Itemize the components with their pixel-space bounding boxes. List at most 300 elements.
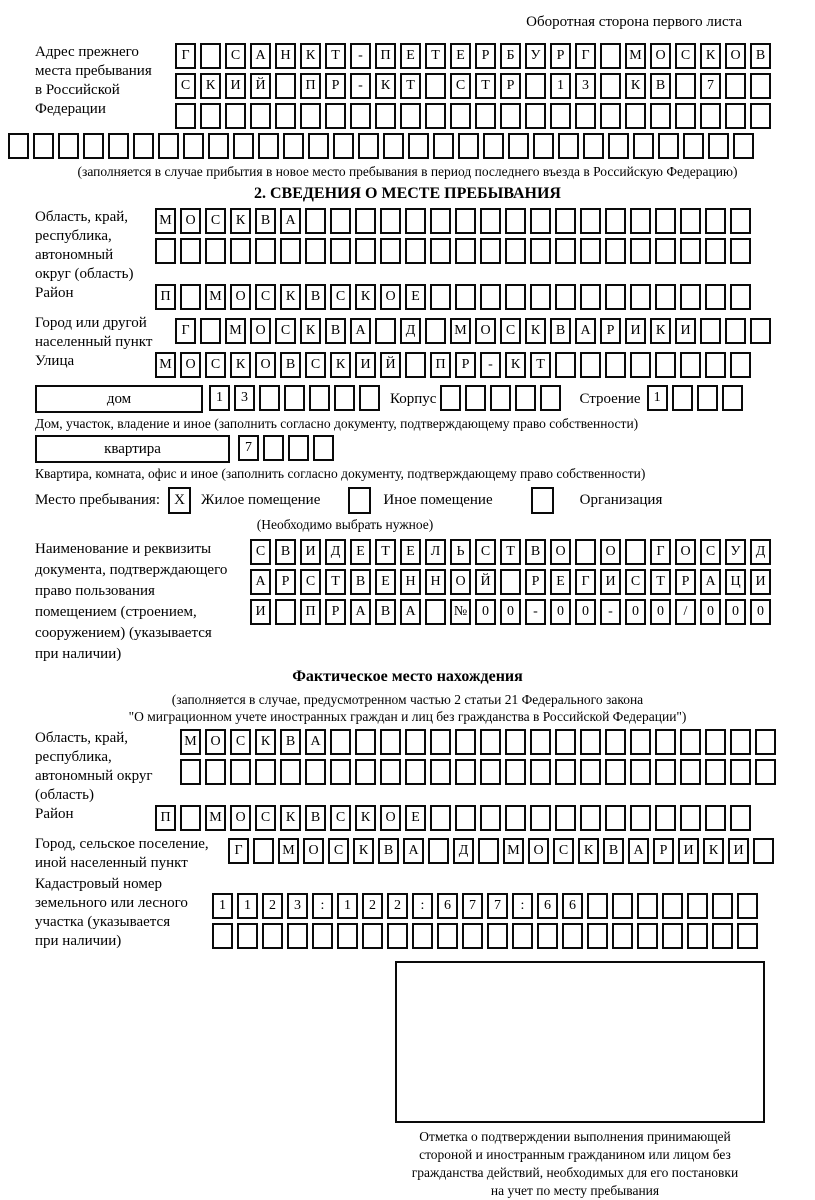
- char-cell[interactable]: Г: [175, 318, 196, 344]
- char-cell[interactable]: 0: [725, 599, 746, 625]
- char-cell[interactable]: [687, 923, 708, 949]
- char-cell[interactable]: -: [480, 352, 501, 378]
- char-cell[interactable]: [737, 893, 758, 919]
- char-cell[interactable]: К: [650, 318, 671, 344]
- char-cell[interactable]: [253, 838, 274, 864]
- char-cell[interactable]: В: [375, 599, 396, 625]
- char-cell[interactable]: А: [305, 729, 326, 755]
- char-cell[interactable]: Р: [455, 352, 476, 378]
- char-cell[interactable]: [158, 133, 179, 159]
- char-cell[interactable]: [433, 133, 454, 159]
- char-cell[interactable]: К: [280, 284, 301, 310]
- char-cell[interactable]: 1: [212, 893, 233, 919]
- char-cell[interactable]: [58, 133, 79, 159]
- char-cell[interactable]: [330, 729, 351, 755]
- char-cell[interactable]: [630, 284, 651, 310]
- char-cell[interactable]: И: [355, 352, 376, 378]
- char-cell[interactable]: [625, 103, 646, 129]
- char-cell[interactable]: М: [450, 318, 471, 344]
- char-cell[interactable]: С: [330, 284, 351, 310]
- char-cell[interactable]: П: [300, 73, 321, 99]
- char-cell[interactable]: [537, 923, 558, 949]
- char-cell[interactable]: [288, 435, 309, 461]
- char-cell[interactable]: [205, 238, 226, 264]
- char-cell[interactable]: Т: [325, 569, 346, 595]
- char-cell[interactable]: [505, 729, 526, 755]
- char-cell[interactable]: [8, 133, 29, 159]
- char-cell[interactable]: [480, 759, 501, 785]
- char-cell[interactable]: [480, 284, 501, 310]
- char-cell[interactable]: А: [350, 599, 371, 625]
- char-cell[interactable]: [655, 238, 676, 264]
- char-cell[interactable]: О: [675, 539, 696, 565]
- char-cell[interactable]: К: [353, 838, 374, 864]
- char-cell[interactable]: [355, 208, 376, 234]
- char-cell[interactable]: [83, 133, 104, 159]
- char-cell[interactable]: [637, 893, 658, 919]
- char-cell[interactable]: [263, 435, 284, 461]
- char-cell[interactable]: Т: [400, 73, 421, 99]
- char-cell[interactable]: [750, 103, 771, 129]
- char-cell[interactable]: [562, 923, 583, 949]
- char-cell[interactable]: В: [525, 539, 546, 565]
- char-cell[interactable]: О: [650, 43, 671, 69]
- char-cell[interactable]: К: [230, 352, 251, 378]
- char-cell[interactable]: [733, 133, 754, 159]
- char-cell[interactable]: [478, 838, 499, 864]
- char-cell[interactable]: М: [225, 318, 246, 344]
- char-cell[interactable]: И: [675, 318, 696, 344]
- char-cell[interactable]: [680, 238, 701, 264]
- char-cell[interactable]: [230, 238, 251, 264]
- char-cell[interactable]: [580, 352, 601, 378]
- char-cell[interactable]: 7: [487, 893, 508, 919]
- char-cell[interactable]: 7: [700, 73, 721, 99]
- char-cell[interactable]: В: [280, 729, 301, 755]
- char-cell[interactable]: Е: [375, 569, 396, 595]
- char-cell[interactable]: М: [155, 352, 176, 378]
- char-cell[interactable]: [487, 923, 508, 949]
- char-cell[interactable]: [705, 805, 726, 831]
- char-cell[interactable]: :: [512, 893, 533, 919]
- char-cell[interactable]: [555, 284, 576, 310]
- char-cell[interactable]: [425, 73, 446, 99]
- char-cell[interactable]: [755, 759, 776, 785]
- char-cell[interactable]: Е: [350, 539, 371, 565]
- char-cell[interactable]: [380, 238, 401, 264]
- char-cell[interactable]: Г: [575, 569, 596, 595]
- char-cell[interactable]: [580, 729, 601, 755]
- char-cell[interactable]: [533, 133, 554, 159]
- char-cell[interactable]: [683, 133, 704, 159]
- char-cell[interactable]: С: [255, 805, 276, 831]
- char-cell[interactable]: 0: [750, 599, 771, 625]
- char-cell[interactable]: [655, 284, 676, 310]
- char-cell[interactable]: В: [305, 805, 326, 831]
- char-cell[interactable]: К: [300, 43, 321, 69]
- char-cell[interactable]: О: [475, 318, 496, 344]
- char-cell[interactable]: К: [300, 318, 321, 344]
- char-cell[interactable]: М: [205, 805, 226, 831]
- char-cell[interactable]: Н: [400, 569, 421, 595]
- char-cell[interactable]: [605, 805, 626, 831]
- char-cell[interactable]: [405, 729, 426, 755]
- char-cell[interactable]: М: [180, 729, 201, 755]
- char-cell[interactable]: [680, 759, 701, 785]
- char-cell[interactable]: [405, 352, 426, 378]
- char-cell[interactable]: [408, 133, 429, 159]
- char-cell[interactable]: [440, 385, 461, 411]
- char-cell[interactable]: [712, 923, 733, 949]
- house-box[interactable]: дом: [35, 385, 203, 413]
- char-cell[interactable]: [358, 133, 379, 159]
- char-cell[interactable]: С: [250, 539, 271, 565]
- char-cell[interactable]: Р: [600, 318, 621, 344]
- char-cell[interactable]: В: [325, 318, 346, 344]
- char-cell[interactable]: [600, 43, 621, 69]
- char-cell[interactable]: [725, 103, 746, 129]
- char-cell[interactable]: Е: [405, 805, 426, 831]
- char-cell[interactable]: [480, 729, 501, 755]
- char-cell[interactable]: [380, 759, 401, 785]
- char-cell[interactable]: [405, 208, 426, 234]
- char-cell[interactable]: О: [380, 805, 401, 831]
- char-cell[interactable]: [330, 759, 351, 785]
- char-cell[interactable]: [505, 759, 526, 785]
- char-cell[interactable]: [655, 759, 676, 785]
- char-cell[interactable]: [305, 208, 326, 234]
- char-cell[interactable]: [334, 385, 355, 411]
- char-cell[interactable]: 0: [650, 599, 671, 625]
- char-cell[interactable]: 2: [387, 893, 408, 919]
- char-cell[interactable]: К: [505, 352, 526, 378]
- char-cell[interactable]: Г: [575, 43, 596, 69]
- char-cell[interactable]: [430, 729, 451, 755]
- char-cell[interactable]: А: [575, 318, 596, 344]
- char-cell[interactable]: [605, 208, 626, 234]
- char-cell[interactable]: М: [278, 838, 299, 864]
- char-cell[interactable]: [730, 284, 751, 310]
- char-cell[interactable]: О: [725, 43, 746, 69]
- char-cell[interactable]: [722, 385, 743, 411]
- char-cell[interactable]: [405, 759, 426, 785]
- char-cell[interactable]: [587, 923, 608, 949]
- char-cell[interactable]: С: [553, 838, 574, 864]
- char-cell[interactable]: [305, 238, 326, 264]
- char-cell[interactable]: А: [250, 43, 271, 69]
- char-cell[interactable]: И: [728, 838, 749, 864]
- char-cell[interactable]: [587, 893, 608, 919]
- char-cell[interactable]: [700, 103, 721, 129]
- char-cell[interactable]: [212, 923, 233, 949]
- char-cell[interactable]: [380, 208, 401, 234]
- char-cell[interactable]: [380, 729, 401, 755]
- char-cell[interactable]: А: [400, 599, 421, 625]
- char-cell[interactable]: М: [155, 208, 176, 234]
- char-cell[interactable]: [287, 923, 308, 949]
- char-cell[interactable]: [275, 599, 296, 625]
- char-cell[interactable]: [155, 238, 176, 264]
- char-cell[interactable]: П: [155, 805, 176, 831]
- char-cell[interactable]: [262, 923, 283, 949]
- char-cell[interactable]: А: [280, 208, 301, 234]
- char-cell[interactable]: Б: [500, 43, 521, 69]
- char-cell[interactable]: [430, 759, 451, 785]
- char-cell[interactable]: В: [550, 318, 571, 344]
- char-cell[interactable]: В: [650, 73, 671, 99]
- char-cell[interactable]: [230, 759, 251, 785]
- char-cell[interactable]: [605, 284, 626, 310]
- char-cell[interactable]: [508, 133, 529, 159]
- char-cell[interactable]: 0: [500, 599, 521, 625]
- char-cell[interactable]: [500, 569, 521, 595]
- char-cell[interactable]: [255, 759, 276, 785]
- char-cell[interactable]: [612, 923, 633, 949]
- char-cell[interactable]: [458, 133, 479, 159]
- char-cell[interactable]: О: [180, 208, 201, 234]
- char-cell[interactable]: О: [230, 805, 251, 831]
- char-cell[interactable]: :: [312, 893, 333, 919]
- char-cell[interactable]: [658, 133, 679, 159]
- char-cell[interactable]: [133, 133, 154, 159]
- char-cell[interactable]: 3: [575, 73, 596, 99]
- char-cell[interactable]: [500, 103, 521, 129]
- char-cell[interactable]: [730, 759, 751, 785]
- char-cell[interactable]: А: [700, 569, 721, 595]
- char-cell[interactable]: [605, 238, 626, 264]
- char-cell[interactable]: В: [350, 569, 371, 595]
- char-cell[interactable]: С: [255, 284, 276, 310]
- char-cell[interactable]: С: [500, 318, 521, 344]
- char-cell[interactable]: [755, 729, 776, 755]
- char-cell[interactable]: 3: [287, 893, 308, 919]
- char-cell[interactable]: [530, 238, 551, 264]
- apartment-box[interactable]: квартира: [35, 435, 230, 463]
- char-cell[interactable]: К: [375, 73, 396, 99]
- char-cell[interactable]: [530, 805, 551, 831]
- char-cell[interactable]: [580, 238, 601, 264]
- char-cell[interactable]: К: [280, 805, 301, 831]
- char-cell[interactable]: [530, 729, 551, 755]
- char-cell[interactable]: [225, 103, 246, 129]
- char-cell[interactable]: [330, 208, 351, 234]
- char-cell[interactable]: [608, 133, 629, 159]
- char-cell[interactable]: М: [625, 43, 646, 69]
- char-cell[interactable]: [455, 284, 476, 310]
- char-cell[interactable]: [625, 539, 646, 565]
- char-cell[interactable]: 0: [550, 599, 571, 625]
- char-cell[interactable]: Е: [550, 569, 571, 595]
- char-cell[interactable]: [605, 352, 626, 378]
- char-cell[interactable]: [662, 893, 683, 919]
- char-cell[interactable]: В: [750, 43, 771, 69]
- char-cell[interactable]: К: [255, 729, 276, 755]
- char-cell[interactable]: [308, 133, 329, 159]
- char-cell[interactable]: К: [230, 208, 251, 234]
- char-cell[interactable]: [633, 133, 654, 159]
- char-cell[interactable]: И: [600, 569, 621, 595]
- stay-type-checkbox-other-premises[interactable]: [348, 487, 371, 514]
- char-cell[interactable]: [630, 759, 651, 785]
- char-cell[interactable]: [475, 103, 496, 129]
- char-cell[interactable]: Е: [450, 43, 471, 69]
- char-cell[interactable]: В: [255, 208, 276, 234]
- char-cell[interactable]: [437, 923, 458, 949]
- char-cell[interactable]: В: [603, 838, 624, 864]
- char-cell[interactable]: [362, 923, 383, 949]
- char-cell[interactable]: К: [355, 284, 376, 310]
- char-cell[interactable]: [490, 385, 511, 411]
- char-cell[interactable]: [455, 238, 476, 264]
- char-cell[interactable]: [200, 43, 221, 69]
- char-cell[interactable]: А: [628, 838, 649, 864]
- char-cell[interactable]: [555, 208, 576, 234]
- char-cell[interactable]: [530, 208, 551, 234]
- char-cell[interactable]: С: [675, 43, 696, 69]
- char-cell[interactable]: И: [300, 539, 321, 565]
- char-cell[interactable]: К: [200, 73, 221, 99]
- char-cell[interactable]: 0: [625, 599, 646, 625]
- char-cell[interactable]: [480, 238, 501, 264]
- char-cell[interactable]: [655, 352, 676, 378]
- char-cell[interactable]: Д: [750, 539, 771, 565]
- char-cell[interactable]: О: [180, 352, 201, 378]
- char-cell[interactable]: -: [350, 43, 371, 69]
- char-cell[interactable]: О: [550, 539, 571, 565]
- char-cell[interactable]: [555, 805, 576, 831]
- char-cell[interactable]: В: [305, 284, 326, 310]
- char-cell[interactable]: [305, 759, 326, 785]
- char-cell[interactable]: [515, 385, 536, 411]
- char-cell[interactable]: [33, 133, 54, 159]
- char-cell[interactable]: [355, 729, 376, 755]
- char-cell[interactable]: В: [275, 539, 296, 565]
- char-cell[interactable]: [480, 805, 501, 831]
- char-cell[interactable]: К: [330, 352, 351, 378]
- char-cell[interactable]: 1: [550, 73, 571, 99]
- char-cell[interactable]: [175, 103, 196, 129]
- char-cell[interactable]: [480, 208, 501, 234]
- char-cell[interactable]: [687, 893, 708, 919]
- char-cell[interactable]: 1: [209, 385, 230, 411]
- char-cell[interactable]: [425, 318, 446, 344]
- char-cell[interactable]: К: [700, 43, 721, 69]
- char-cell[interactable]: [655, 805, 676, 831]
- char-cell[interactable]: Д: [400, 318, 421, 344]
- char-cell[interactable]: [680, 805, 701, 831]
- char-cell[interactable]: [737, 923, 758, 949]
- char-cell[interactable]: -: [525, 599, 546, 625]
- char-cell[interactable]: О: [450, 569, 471, 595]
- char-cell[interactable]: [697, 385, 718, 411]
- char-cell[interactable]: [675, 103, 696, 129]
- char-cell[interactable]: [180, 284, 201, 310]
- char-cell[interactable]: С: [475, 539, 496, 565]
- char-cell[interactable]: /: [675, 599, 696, 625]
- char-cell[interactable]: Р: [525, 569, 546, 595]
- char-cell[interactable]: С: [175, 73, 196, 99]
- char-cell[interactable]: Й: [250, 73, 271, 99]
- char-cell[interactable]: [455, 729, 476, 755]
- char-cell[interactable]: [530, 284, 551, 310]
- char-cell[interactable]: С: [230, 729, 251, 755]
- char-cell[interactable]: О: [303, 838, 324, 864]
- stay-type-checkbox-organization[interactable]: [531, 487, 554, 514]
- char-cell[interactable]: [237, 923, 258, 949]
- char-cell[interactable]: 7: [462, 893, 483, 919]
- char-cell[interactable]: [412, 923, 433, 949]
- char-cell[interactable]: Р: [675, 569, 696, 595]
- char-cell[interactable]: А: [250, 569, 271, 595]
- char-cell[interactable]: [705, 759, 726, 785]
- char-cell[interactable]: [383, 133, 404, 159]
- char-cell[interactable]: [275, 103, 296, 129]
- char-cell[interactable]: Т: [375, 539, 396, 565]
- char-cell[interactable]: 3: [234, 385, 255, 411]
- char-cell[interactable]: [725, 73, 746, 99]
- char-cell[interactable]: Г: [650, 539, 671, 565]
- char-cell[interactable]: Й: [475, 569, 496, 595]
- char-cell[interactable]: [662, 923, 683, 949]
- char-cell[interactable]: 0: [475, 599, 496, 625]
- char-cell[interactable]: [512, 923, 533, 949]
- char-cell[interactable]: С: [275, 318, 296, 344]
- char-cell[interactable]: [555, 729, 576, 755]
- char-cell[interactable]: [208, 133, 229, 159]
- stay-type-checkbox-residential[interactable]: X: [168, 487, 191, 514]
- char-cell[interactable]: [505, 805, 526, 831]
- char-cell[interactable]: Д: [453, 838, 474, 864]
- char-cell[interactable]: О: [205, 729, 226, 755]
- char-cell[interactable]: [637, 923, 658, 949]
- char-cell[interactable]: К: [578, 838, 599, 864]
- char-cell[interactable]: В: [280, 352, 301, 378]
- char-cell[interactable]: О: [380, 284, 401, 310]
- char-cell[interactable]: С: [625, 569, 646, 595]
- char-cell[interactable]: [630, 238, 651, 264]
- char-cell[interactable]: Т: [425, 43, 446, 69]
- char-cell[interactable]: О: [528, 838, 549, 864]
- char-cell[interactable]: Т: [325, 43, 346, 69]
- char-cell[interactable]: [505, 284, 526, 310]
- char-cell[interactable]: [705, 238, 726, 264]
- char-cell[interactable]: [753, 838, 774, 864]
- char-cell[interactable]: Е: [400, 539, 421, 565]
- char-cell[interactable]: [700, 318, 721, 344]
- char-cell[interactable]: Д: [325, 539, 346, 565]
- char-cell[interactable]: С: [205, 352, 226, 378]
- char-cell[interactable]: С: [700, 539, 721, 565]
- char-cell[interactable]: Е: [400, 43, 421, 69]
- char-cell[interactable]: [750, 318, 771, 344]
- char-cell[interactable]: С: [225, 43, 246, 69]
- char-cell[interactable]: [337, 923, 358, 949]
- char-cell[interactable]: [712, 893, 733, 919]
- char-cell[interactable]: 2: [262, 893, 283, 919]
- char-cell[interactable]: [465, 385, 486, 411]
- char-cell[interactable]: [600, 103, 621, 129]
- char-cell[interactable]: П: [155, 284, 176, 310]
- char-cell[interactable]: [312, 923, 333, 949]
- char-cell[interactable]: И: [625, 318, 646, 344]
- char-cell[interactable]: 1: [337, 893, 358, 919]
- char-cell[interactable]: 0: [700, 599, 721, 625]
- char-cell[interactable]: [250, 103, 271, 129]
- char-cell[interactable]: [630, 352, 651, 378]
- char-cell[interactable]: [705, 208, 726, 234]
- char-cell[interactable]: Ц: [725, 569, 746, 595]
- char-cell[interactable]: 1: [237, 893, 258, 919]
